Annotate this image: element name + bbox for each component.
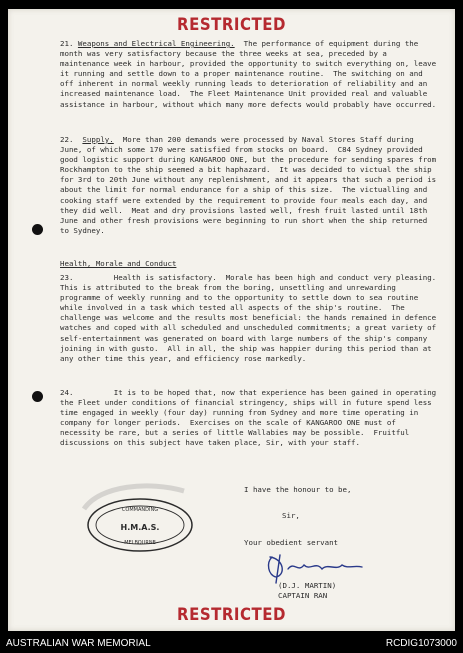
para21-heading: Weapons and Electrical Engineering.	[77, 39, 235, 48]
signatory-name: (D.J. MARTIN)	[278, 581, 337, 590]
closing-servant: Your obedient servant	[244, 538, 339, 547]
para22-number: 22.	[60, 135, 74, 144]
paragraph-23	[60, 273, 446, 364]
ship-stamp-mid-text: H.M.A.S.	[120, 523, 160, 532]
document-page	[8, 9, 455, 631]
para21-number: 21.	[60, 39, 74, 48]
ship-stamp-bottom-text: MELBOURNE	[124, 540, 156, 546]
closing-honour: I have the honour to be,	[244, 485, 352, 494]
handwritten-signature	[258, 551, 368, 585]
ship-stamp-top-text: COMMANDING	[121, 507, 159, 513]
archive-footer-left: AUSTRALIAN WAR MEMORIAL	[6, 638, 151, 649]
para24-text: It is to be hoped that, now that experience has been gained in operating the Fleet under conditions of financial stringency, ships will in future spend less time engaged in weekly (four day) running from Sydney and more time operating in company for longer periods. Exercises on the scale of KANGAROO ONE must of necessity be rare, but a series of little Wallabies may be possible. Fruitful discussions on this subject have taken place, Sir, with your staff.	[60, 388, 441, 448]
para23-text: Health is satisfactory. Morale has been high and conduct very pleasing. This is attributed to the break from the boring, unsettling and unrewarding programme of weekly running and to the opportunity to settle down to sea routine while involved in a task which tested all aspects of the ship's routine. The challenge was welcome and the results most beneficial: the hands remained in defence watches and coped with all scheduled and unscheduled commitments; a great variety of self-entertainment was generated on board with large numbers of the ship's company joining in with gusto. All in all, the ship was happier during this period than at any other time this year, and efficiency rose markedly.	[60, 273, 446, 363]
restricted-stamp-top: RESTRICTED	[177, 13, 286, 35]
signatory-rank: CAPTAIN RAN	[278, 591, 328, 600]
para21-text: The performance of equipment during the month was very satisfactory because the three weeks at sea, preceded by a maintenance week in harbour, provided the opportunity to switch everything on, leave it running and settle down to a proper maintenance routine. The switching on and off inherent in normal weekly running leads to deterioration of reliability and an increased maintenance load. The Fleet Maintenance Unit provided real and valuable assistance in harbour, without which many more defects would probably have occurred.	[60, 39, 441, 109]
para24-number: 24.	[60, 388, 74, 397]
restricted-stamp-bottom: RESTRICTED	[177, 603, 286, 625]
paragraph-22	[60, 135, 440, 236]
paragraph-24	[60, 388, 440, 449]
punch-hole-bottom	[32, 391, 43, 402]
punch-hole-top	[32, 224, 43, 235]
section-heading: Health, Morale and Conduct	[60, 259, 177, 268]
paragraph-21	[60, 39, 440, 110]
para22-text: More than 200 demands were processed by Naval Stores Staff during June, of which some 170 were satisfied from stocks on board. C84 Sydney provided good logistic support during KANGAROO ONE, but the procedure for sending spares from Rockhampton to the ship seemed a bit haphazard. It was decided to victual the ship for 3rd to 20th June without any replenishment, and it appears that such a period is about the limit for normal endurance for a ship of this size. The victualling and cooking staff were extended by the requirement to provide four meals each day, and they did well. Meat and dry provisions lasted well, fresh fruit lasted until 18th June and other fresh provisions were beginning to run short when the ship returned to Sydney.	[60, 135, 441, 235]
archive-footer	[0, 634, 463, 653]
closing-salutation: Sir,	[282, 511, 300, 520]
archive-footer-right: RCDIG1073000	[385, 638, 457, 649]
ship-stamp	[80, 479, 200, 559]
para23-number: 23.	[60, 273, 74, 282]
para22-heading: Supply.	[82, 135, 114, 144]
